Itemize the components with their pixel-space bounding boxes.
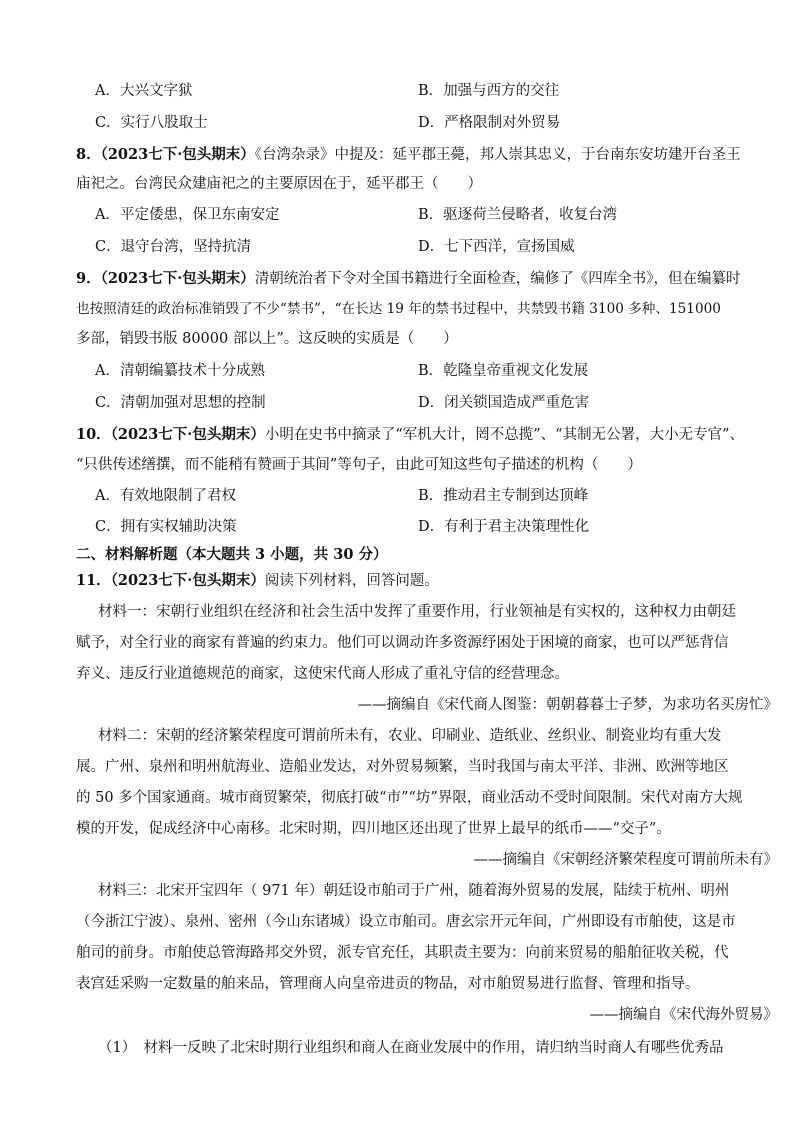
material-1-line-2: 赋予，对全行业的商家有普遍的约束力。他们可以调动许多资源纾困处于困境的商家，也可以严惩背信 — [76, 635, 729, 651]
q8-option-a[interactable]: A．平定倭患，保卫东南安定 — [95, 207, 280, 223]
q9-option-c[interactable]: C．清朝加强对思想的控制 — [95, 395, 266, 411]
q10-option-d[interactable]: D．有利于君主决策理性化 — [418, 519, 590, 535]
question-text: 阅读下列材料，回答问题。 — [264, 573, 439, 589]
q9-option-d[interactable]: D．闭关锁国造成严重危害 — [418, 395, 590, 411]
material-3-source: ——摘编自《宋代海外贸易》 — [589, 1007, 778, 1023]
material-2-source: ——摘编自《宋朝经济繁荣程度可谓前所未有》 — [473, 852, 778, 868]
q10-option-b[interactable]: B．推动君主专制到达顶峰 — [418, 488, 589, 504]
question-number: 11． — [76, 572, 111, 589]
q10-option-a[interactable]: A．有效地限制了君权 — [95, 488, 236, 504]
q7-option-c[interactable]: C．实行八股取士 — [95, 115, 208, 131]
q9-option-b[interactable]: B．乾隆皇帝重视文化发展 — [418, 363, 589, 379]
question-source-tag: （2023七下·包头期末） — [100, 146, 255, 163]
q11-stem — [76, 571, 439, 591]
question-text: 《台湾杂录》中提及：延平郡王薨，邦人崇其忠义，于台南东安坊建开台圣王 — [254, 147, 741, 163]
q9-stem-line-3: 多部，销毁书版 80000 部以上”。这反映的实质是（ ） — [76, 331, 458, 347]
q10-stem-line-2: “只供传述缮撰，而不能稍有赞画于其间”等句子，由此可知这些句子描述的机构（ ） — [76, 457, 642, 473]
question-source-tag: （2023七下·包头期末） — [100, 270, 255, 287]
section-heading: 二、材料解析题（本大题共 3 小题，共 30 分） — [76, 546, 388, 563]
material-3-line-2: （今浙江宁波）、泉州、密州（今山东诸城）设立市舶司。唐玄宗开元年间，广州即设有市舶使，这是市 — [76, 914, 736, 930]
q8-stem-line-1 — [76, 145, 741, 165]
q7-option-b[interactable]: B．加强与西方的交往 — [418, 83, 560, 99]
q9-option-a[interactable]: A．清朝编纂技术十分成熟 — [95, 363, 265, 379]
material-1-line-1: 材料一：宋朝行业组织在经济和社会生活中发挥了重要作用，行业领袖是有实权的，这种权力由朝廷 — [98, 604, 736, 620]
q8-option-c[interactable]: C．退守台湾，坚持抗清 — [95, 239, 252, 255]
q8-option-b[interactable]: B．驱逐荷兰侵略者，收复台湾 — [418, 207, 618, 223]
material-3-line-1: 材料三：北宋开宝四年（ 971 年）朝廷设市舶司于广州，随着海外贸易的发展，陆续于杭州、明州 — [98, 883, 730, 899]
q9-stem-line-2: 也按照清廷的政治标准销毁了不少“禁书”，“在长达 19 年的禁书过程中，共禁毁书籍 3100 多种、151000 — [76, 301, 721, 317]
question-text: 清朝统治者下令对全国书籍进行全面检查，编修了《四库全书》，但在编纂时 — [254, 271, 741, 287]
question-text: 小明在史书中摘录了“军机大计，罔不总揽”、“其制无公署，大小无专官”、 — [264, 427, 744, 443]
material-2-line-4: 模的开发，促成经济中心南移。北宋时期，四川地区还出现了世界上最早的纸币——“交子”。 — [76, 821, 671, 837]
material-1-line-3: 弃义、违反行业道德规范的商家，这使宋代商人形成了重礼守信的经营理念。 — [76, 666, 569, 682]
question-number: 8． — [76, 146, 101, 163]
q9-stem-line-1 — [76, 269, 741, 289]
question-source-tag: （2023七下·包头期末） — [110, 426, 265, 443]
material-1-source: ——摘编自《宋代商人图鉴：朝朝暮暮士子梦，为求功名买房忙》 — [357, 697, 778, 713]
question-source-tag: （2023七下·包头期末） — [110, 572, 265, 589]
q10-option-c[interactable]: C．拥有实权辅助决策 — [95, 519, 237, 535]
material-2-line-1: 材料二：宋朝的经济繁荣程度可谓前所未有，农业、印刷业、造纸业、丝织业、制瓷业均有重大发 — [98, 728, 722, 744]
q11-subquestion-1: （1） 材料一反映了北宋时期行业组织和商人在商业发展中的作用，请归纳当时商人有哪些优秀品 — [98, 1040, 724, 1056]
material-2-line-3: 的 50 多个国家通商。城市商贸繁荣，彻底打破“市”“坊”界限，商业活动不受时间限制。宋代对南方大规 — [76, 790, 743, 806]
question-number: 9． — [76, 270, 101, 287]
material-2-line-2: 展。广州、泉州和明州航海业、造船业发达，对外贸易频繁，当时我国与南太平洋、非洲、欧洲等地区 — [76, 759, 729, 775]
q7-option-d[interactable]: D．严格限制对外贸易 — [418, 115, 561, 131]
material-3-line-3: 舶司的前身。市舶使总管海路邦交外贸，派专官充任，其职责主要为：向前来贸易的船舶征收关税，代 — [76, 945, 729, 961]
material-3-line-4: 表宫廷采购一定数量的舶来品，管理商人向皇帝进贡的物品，对市舶贸易进行监督、管理和指导。 — [76, 976, 700, 992]
question-number: 10． — [76, 426, 111, 443]
q8-stem-line-2: 庙祀之。台湾民众建庙祀之的主要原因在于，延平郡王（ ） — [76, 176, 482, 192]
q7-option-a[interactable]: A．大兴文字狱 — [95, 83, 193, 99]
q8-option-d[interactable]: D．七下西洋，宣扬国威 — [418, 239, 575, 255]
q10-stem-line-1 — [76, 425, 744, 445]
